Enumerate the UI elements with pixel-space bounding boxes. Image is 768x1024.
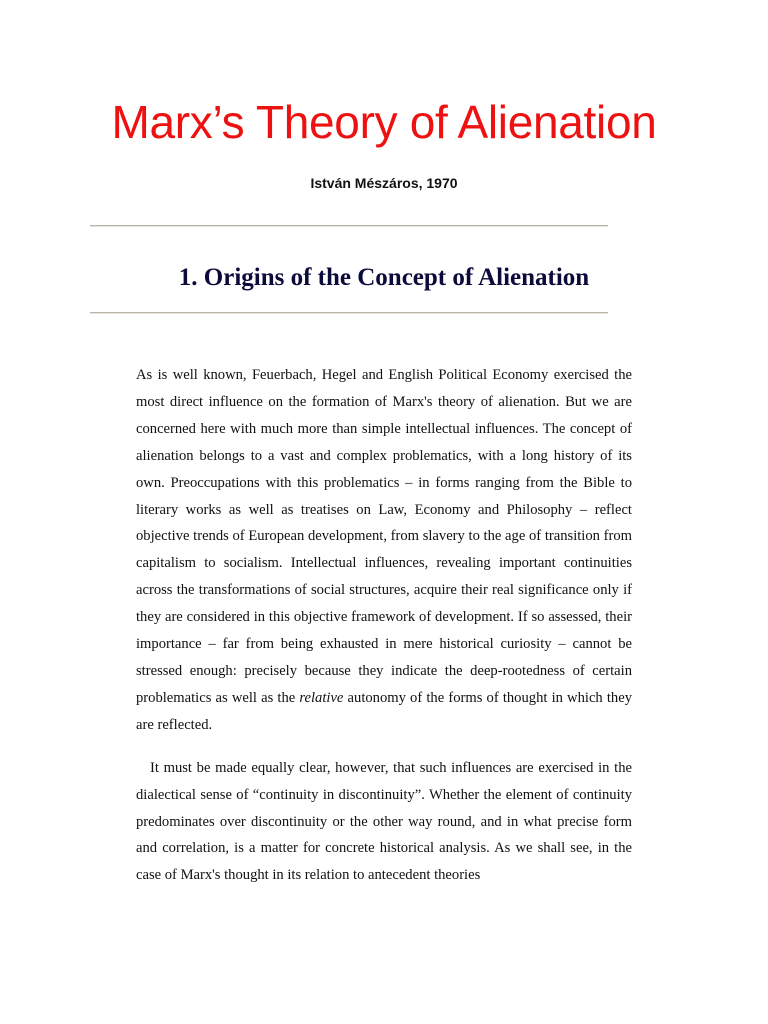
author-line: István Mészáros, 1970 xyxy=(310,175,458,191)
paragraph-1-text-before: As is well known, Feuerbach, Hegel and English Political Economy exercised the most direct influence on the formation of Marx's theory of alienation. But we are concerned here with much more than simple intellectual influences. The concept of alienation belongs to a vast and complex problematics, with a long history of its own. Preoccupations with this problematics – in forms ranging from the Bible to literary works as well as treatises on Law, Economy and Philosophy – reflect objective trends of European development, from slavery to the age of transition from capitalism to socialism. Intellectual influences, revealing important continuities across the transformations of social structures, acquire their real significance only if they are considered in this objective framework of development. If so assessed, their importance – far from being exhausted in mere historical curiosity – cannot be stressed enough: precisely because they indicate the deep-rootedness of certain problematics as well as the xyxy=(136,367,632,706)
document-title: Marx’s Theory of Alienation xyxy=(111,96,657,148)
horizontal-rule-bottom xyxy=(90,312,608,314)
emphasis-relative: relative xyxy=(299,689,344,706)
paragraph-2: It must be made equally clear, however, that such influences are exercised in the dialectical sense of “continuity in discontinuity”. Whether the element of continuity predominates over discontinuity or the other way round, and in what precise form and correlation, is a matter for concrete historical analysis. As we shall see, in the case of Marx's thought in its relation to antecedent theories xyxy=(136,759,632,884)
paragraph-1 xyxy=(136,362,632,739)
body-text xyxy=(136,362,632,905)
paragraph-1-text-after: autonomy of the forms of thought in which they are reflected. xyxy=(136,689,632,733)
horizontal-rule-top xyxy=(90,225,608,227)
section-heading: 1. Origins of the Concept of Alienation xyxy=(178,264,590,291)
